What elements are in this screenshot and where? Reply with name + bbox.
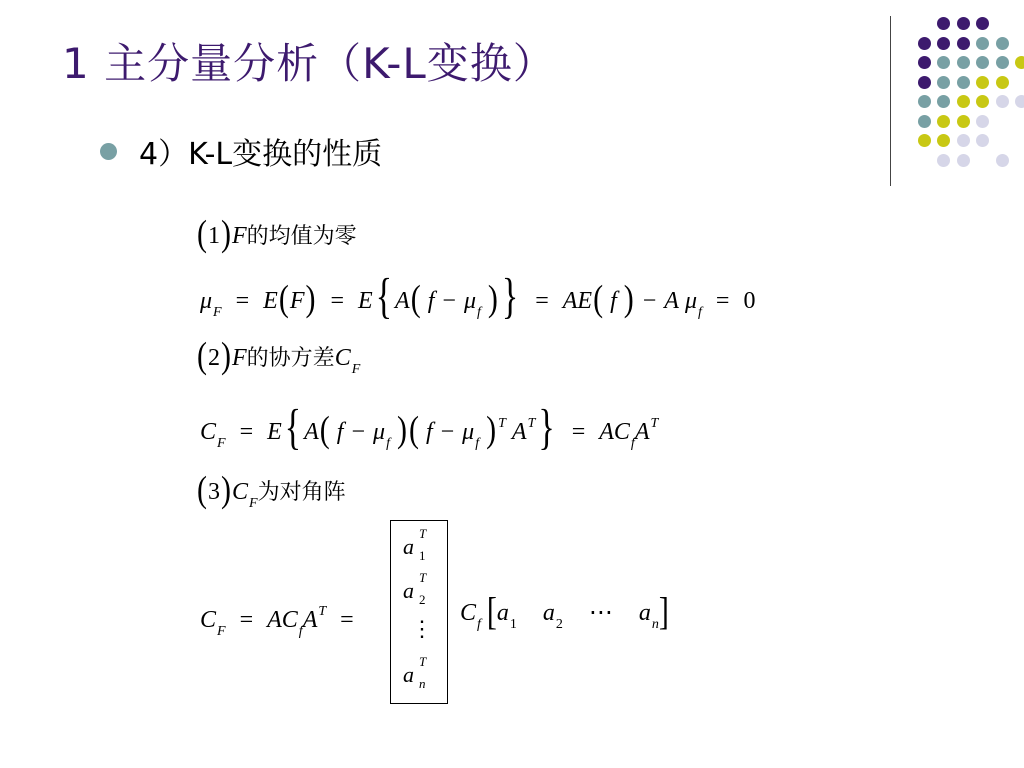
- equation-diagonal-rhs: $C_f$ [$a_1$ $a_2$ ⋯ $a_n$]: [460, 590, 669, 634]
- decorative-dot: [957, 76, 970, 89]
- decorative-dot: [918, 134, 931, 147]
- equation-covariance: $C_F = E${ A( $f - \mu_f$ )( $f - \mu_f$ ) $^T$ $A^T\} = AC_fA^T$: [200, 401, 659, 456]
- matrix-entry-anT: a T n: [403, 654, 427, 691]
- decorative-dot: [957, 37, 970, 50]
- decorative-dot: [937, 115, 950, 128]
- vertical-divider: [890, 16, 891, 186]
- decorative-dot: [937, 95, 950, 108]
- decorative-dot: [976, 76, 989, 89]
- decorative-dot: [1015, 95, 1024, 108]
- decorative-dot: [957, 56, 970, 69]
- decorative-dot: [918, 37, 931, 50]
- property-2-label: (2)F的协方差$C_F$: [197, 334, 361, 377]
- decorative-dot: [976, 95, 989, 108]
- decorative-dot: [918, 76, 931, 89]
- bullet-item: [100, 128, 382, 174]
- decorative-dot: [976, 56, 989, 69]
- decorative-dot: [918, 56, 931, 69]
- decorative-dot: [996, 37, 1009, 50]
- equation-diagonal-lhs: $C_F = AC_fA^T$ =: [200, 604, 354, 639]
- decorative-dot: [937, 134, 950, 147]
- decorative-dot: [957, 115, 970, 128]
- bullet-dot-icon: [100, 143, 117, 160]
- decorative-dot: [957, 154, 970, 167]
- decorative-dot: [1015, 56, 1024, 69]
- decorative-dot: [976, 134, 989, 147]
- decorative-dot: [996, 76, 1009, 89]
- property-1-label: (1)F的均值为零: [197, 212, 357, 254]
- slide-title: 1 主分量分析（K-L变换）: [62, 39, 556, 88]
- equation-mean: $\mu_F = E(F) = E${ A( $f - \mu_f$ ) } = AE( f ) − A $\mu_f = 0$: [200, 270, 756, 325]
- decorative-dot: [976, 37, 989, 50]
- decorative-dot: [937, 76, 950, 89]
- decorative-dot: [937, 17, 950, 30]
- matrix-entry-a1T: a T 1: [403, 526, 427, 563]
- decorative-dot: [957, 17, 970, 30]
- bullet-text: 4）K-L变换的性质: [139, 137, 383, 172]
- column-matrix: [390, 520, 448, 704]
- decorative-dot: [957, 134, 970, 147]
- decorative-dot: [976, 17, 989, 30]
- decorative-dot: [957, 95, 970, 108]
- decorative-dot: [996, 95, 1009, 108]
- decorative-dot: [937, 154, 950, 167]
- matrix-vdots: ⋮: [411, 616, 433, 641]
- decorative-dot: [996, 154, 1009, 167]
- decorative-dot: [937, 56, 950, 69]
- decorative-dot: [976, 115, 989, 128]
- decorative-dot: [996, 56, 1009, 69]
- matrix-entry-a2T: a T 2: [403, 570, 427, 607]
- property-3-label: $(3)C_F$为对角阵: [197, 468, 346, 511]
- decorative-dot: [918, 115, 931, 128]
- decorative-dot: [937, 37, 950, 50]
- decorative-dot: [918, 95, 931, 108]
